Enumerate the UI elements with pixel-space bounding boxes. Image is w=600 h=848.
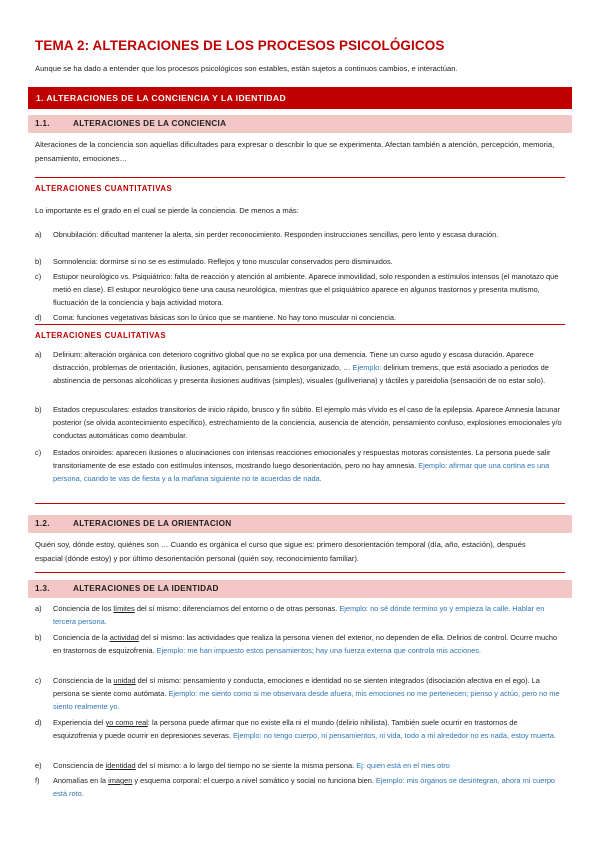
section-1-1-heading [28,115,572,133]
section-number: 1.1. [35,119,50,128]
example-text: Ejemplo: me siento como si me observara desde afuera, mis emociones no me pertenecen; pienso y actúo, pero no me siento realmente yo. [53,689,560,712]
section-number: 1.2. [35,519,50,528]
list-item [35,311,563,324]
list-text: Conciencia de los [53,604,114,613]
list-text: Somnolencia: dormirse si no se es estimulado. Reflejos y tono muscular conservados pero disminuidos. [53,257,393,266]
section-title: ALTERACIONES DE LA IDENTIDAD [73,584,219,593]
list-text: del sí mismo: a lo largo del tiempo no se siente la misma persona. [135,761,355,770]
intro-text: Aunque se ha dado a entender que los procesos psicológicos son estables, están sujetos a continuos cambios, e interactúan. [35,64,458,73]
list-item [35,403,563,442]
list-item [35,255,563,268]
section-title: ALTERACIONES DE LA ORIENTACION [73,519,232,528]
list-text: Delirium: alteración orgánica con deterioro cognitivo global que no se explica por una demencia. Tiene un curso agudo y escasa duración. Aparece distracción, problemas de orientación, ilusiones, agitación, pensamiento desorganizado, … [53,350,534,373]
key-term: yo como real [105,718,148,727]
list-label: c) [35,272,42,281]
list-text-continued: delirium tremens, que está asociado a periodos de abstinencia de personas alcohólicas y presenta ilusiones auditivas (simples), visuales (gulliveriana) y táctiles y pareidolia (sensación de no estar solo). [53,363,549,386]
list-item [35,446,563,485]
list-label: d) [35,718,42,727]
list-text: Obnubilación: dificultad mantener la alerta, sin perder reconocimiento. Responden instrucciones sencillas, pero lento y escasa duración. [53,230,499,239]
list-text: del sí mismo: pensamiento y conducta, emociones e identidad no se sienten integrados (disociación afectiva en el ego). La persona se siente como autómata. [53,676,540,699]
example-label: Ejemplo: [352,363,382,373]
cuantitativas-intro: Lo importante es el grado en el cual se pierde la conciencia. De menos a más: [35,206,299,215]
list-label: a) [35,350,42,359]
list-label: a) [35,230,42,239]
key-term: imagen [108,776,133,785]
list-text: : la persona puede afirmar que no existe ella ni el mundo (delirio nihilista). También suele ocurrir en trastornos de esquizofrenia y puede ocurrir en depresiones severas. [53,718,518,741]
section-number: 1.3. [35,584,50,593]
list-label: c) [35,676,42,685]
orientacion-text: Quién soy, dónde estoy, quiénes son … Cuando es orgánica el curso que sigue es: primero desorientación temporal (día, año, estación), después espacial (dónde estoy) y por último desorientación personal (quién soy, reconocimiento familiar). [35,540,526,563]
list-item [35,716,563,742]
list-item [35,674,563,713]
list-label: f) [35,776,40,785]
list-text: Estados crepusculares: estados transitorios de inicio rápido, brusco y fin súbito. El ejemplo más vívido es el caso de la epilepsia. Aparece Amnesia lacunar posterior (se olvida acontecimiento específico), estrechamiento de la conciencia, ausencia de atención, pensamiento confuso, explosiones emocionales y/o conductas automáticas como deambular. [53,405,562,441]
example-text: Ejemplo: no sé dónde termino yo y empieza la calle. Hablar en tercera persona. [53,604,545,627]
list-text: del sí mismo: diferenciarnos del entorno o de otras personas. [134,604,338,613]
section-1-heading: 1. ALTERACIONES DE LA CONCIENCIA Y LA IDENTIDAD [28,87,572,109]
list-item [35,602,563,628]
document-title: TEMA 2: ALTERACIONES DE LOS PROCESOS PSICOLÓGICOS [35,38,445,53]
list-label: a) [35,604,42,613]
list-text: Consciencia de [53,761,106,770]
list-text: Conciencia de la [53,633,110,642]
list-text: del sí mismo: las actividades que realiza la persona vienen del exterior, no dependen de ella. Delirios de control. Ocurre mucho en trastornos de esquizofrenia. [53,633,558,656]
key-term: identidad [105,761,136,770]
example-text: Ejemplo: mis órganos se desintegran, ahora mi cuerpo está roto. [53,776,556,799]
list-label: b) [35,257,42,266]
list-item [35,228,563,241]
list-text: Estados oniroides: aparecen ilusiones o alucinaciones con intensas reacciones emocionales y respuestas motoras consistentes. La persona puede salir transitoriamente de ese estado con estímulos intensos, mostrando luego desorientación, pero no hay amnesia. [53,448,551,471]
list-label: d) [35,313,42,322]
list-item [35,348,563,387]
list-text: Coma: funciones vegetativas básicas son lo único que se mantiene. No hay tono muscular ni conciencia. [53,313,397,322]
example-text: Ejemplo: afirmar que una cortina es una persona, cuando te vas de fiesta y a la mañana siguiente no te acuerdas de nada. [53,461,550,484]
section-1-3-heading [28,580,572,598]
section-title: ALTERACIONES DE LA CONCIENCIA [73,119,227,128]
section-1-2-heading [28,515,572,533]
list-label: e) [35,761,42,770]
list-label: b) [35,405,42,414]
cuantitativas-heading: ALTERACIONES CUANTITATIVAS [35,177,565,193]
divider [35,503,565,504]
cualitativas-heading: ALTERACIONES CUALITATIVAS [35,324,565,340]
key-term: actividad [109,633,139,642]
list-text: Experiencia del [53,718,106,727]
list-item [35,759,563,772]
list-text: Estupor neurológico vs. Psiquiátrico: falta de reacción y atención al ambiente. Aparece inmovilidad, solo responden a estímulos intensos (el manotazo que metió en clase). El estupor neurológico tiene una causa neurológica, mientras que el psiquiátrico aparece en algunos trastornos y presenta mutismo, fluctuación de la conciencia y baja actividad motora. [53,272,559,308]
list-label: c) [35,448,42,457]
list-text: y esquema corporal: el cuerpo a nivel somático y social no funciona bien. [132,776,374,785]
conciencia-definition: Alteraciones de la conciencia son aquellas dificultades para expresar o describir lo que se experimenta. Afectan también a atención, percepción, memoria, pensamiento, emociones… [35,140,555,163]
list-item [35,774,563,800]
list-item [35,270,563,309]
divider [35,572,565,573]
example-text: Ejemplo: me han impuesto estos pensamientos; hay una fuerza externa que controla mis acciones. [154,646,482,656]
list-label: b) [35,633,42,642]
list-item [35,631,563,657]
list-text: Anomalías en la [53,776,109,785]
list-text: Consciencia de la [53,676,114,685]
example-text: Ejemplo: no tengo cuerpo, ni pensamientos, ni vida, todo a mi alrededor no es nada, estoy muerta. [230,731,556,741]
example-text: Ej: quien está en el mes otro [354,761,450,770]
key-term: unidad [113,676,136,685]
key-term: límites [113,604,135,613]
